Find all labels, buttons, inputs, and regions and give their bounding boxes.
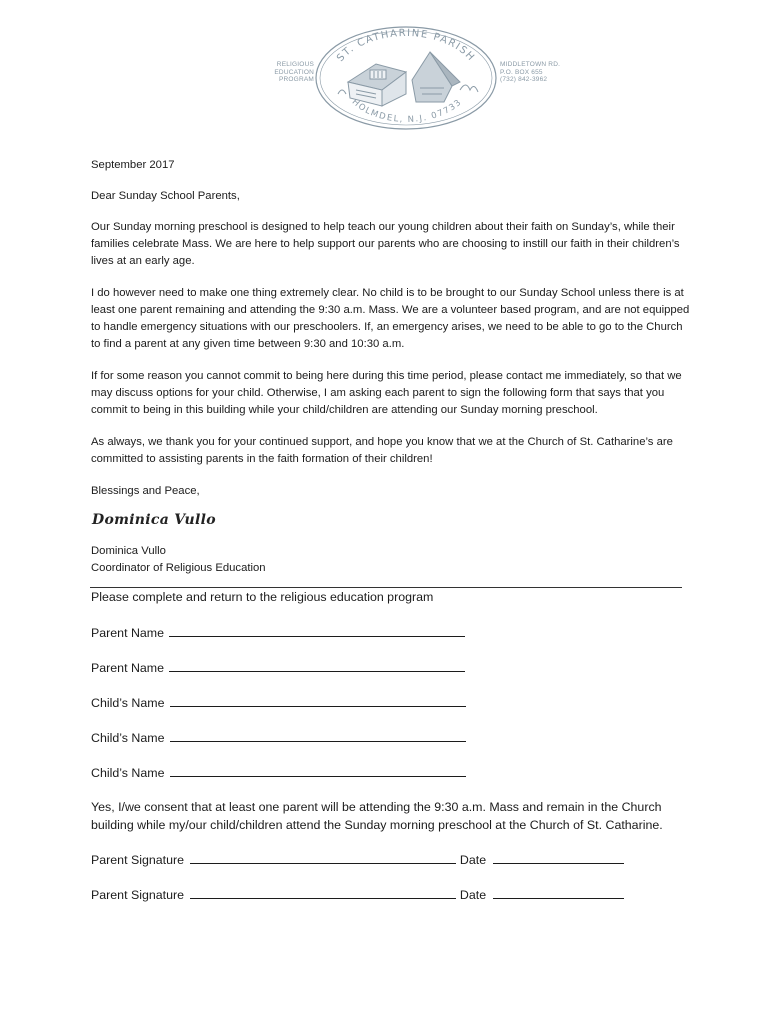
parent-name-field-1 (91, 624, 691, 641)
form-divider (90, 587, 682, 588)
child-name-field-1 (91, 694, 691, 711)
letter-paragraph-4: As always, we thank you for your continued support, and hope you know that we at the Church of St. Catharine’s are committed to assisting parents in the faith formation of their children! (91, 436, 673, 465)
child-name-blank[interactable] (170, 764, 466, 777)
parent-name-label: Parent Name (91, 626, 165, 640)
date-label: Date (459, 853, 487, 867)
letter-date: September 2017 (91, 159, 175, 171)
letter-closing: Blessings and Peace, (91, 485, 200, 497)
parent-signature-label: Parent Signature (91, 853, 184, 867)
letter-paragraph-2: I do however need to make one thing extremely clear. No child is to be brought to our Sunday School unless there is at least one parent remaining and attending the 9:30 a.m. Mass. We are a volunteer based program, and are not equipped to handle emergency situations with our preschoolers. If, an emergency arises, we need to be able to go to the Church to find a parent at any given time between 9:30 and 10:30 a.m. (91, 287, 690, 350)
seal-arc-bottom-text: HOLMDEL, N.J. 07733 (349, 97, 465, 125)
child-name-label: Child’s Name (91, 731, 165, 745)
child-name-blank[interactable] (170, 694, 466, 707)
form-heading: Please complete and return to the religious education program (91, 590, 434, 604)
signer-name: Dominica Vullo (91, 545, 166, 557)
letter-body (91, 157, 691, 577)
parent-signature-blank[interactable] (190, 886, 456, 899)
signer-title: Coordinator of Religious Education (91, 562, 266, 574)
child-name-label: Child’s Name (91, 766, 165, 780)
parent-signature-label: Parent Signature (91, 888, 184, 902)
consent-form (91, 589, 691, 903)
letterhead-program-label: RELIGIOUS EDUCATION PROGRAM (274, 61, 314, 83)
child-name-blank[interactable] (170, 729, 466, 742)
letter-paragraph-1: Our Sunday morning preschool is designed to help teach our young children about their faith on Sunday’s, while their families celebrate Mass. We are here to help support our parents who are choosing to instill our faith in their children’s lives at an early age. (91, 221, 680, 267)
parent-name-label: Parent Name (91, 661, 165, 675)
seal-arc-top-text: ST. CATHARINE PARISH (335, 27, 477, 64)
parent-signature-blank[interactable] (190, 851, 456, 864)
letterhead (0, 24, 770, 136)
consent-statement: Yes, I/we consent that at least one parent will be attending the 9:30 a.m. Mass and remain in the Church building while my/our child/children attend the Sunday morning preschool at the Church of St. Catharine. (91, 800, 663, 832)
parent-signature-field-2 (91, 886, 691, 903)
parent-name-blank[interactable] (169, 624, 465, 637)
parent-name-field-2 (91, 659, 691, 676)
letter-salutation: Dear Sunday School Parents, (91, 190, 240, 202)
child-name-field-2 (91, 729, 691, 746)
date-label: Date (459, 888, 487, 902)
parish-seal-logo (312, 24, 498, 132)
svg-text:ST. CATHARINE PARISH (335, 28, 477, 64)
letter-paragraph-3: If for some reason you cannot commit to being here during this time period, please contact me immediately, so that we may discuss options for your child. Otherwise, I am asking each parent to sign the following form that says that you commit to being in this building while your child/children are attending our Sunday morning preschool. (91, 370, 682, 416)
letterhead-address: MIDDLETOWN RD. P.O. BOX 655 (732) 842-3962 (500, 61, 561, 83)
child-name-field-3 (91, 764, 691, 781)
date-blank[interactable] (493, 886, 624, 899)
child-name-label: Child’s Name (91, 696, 165, 710)
date-blank[interactable] (493, 851, 624, 864)
parent-signature-field-1 (91, 851, 691, 868)
handwritten-signature: Dominica Vullo (92, 512, 216, 528)
parent-name-blank[interactable] (169, 659, 465, 672)
